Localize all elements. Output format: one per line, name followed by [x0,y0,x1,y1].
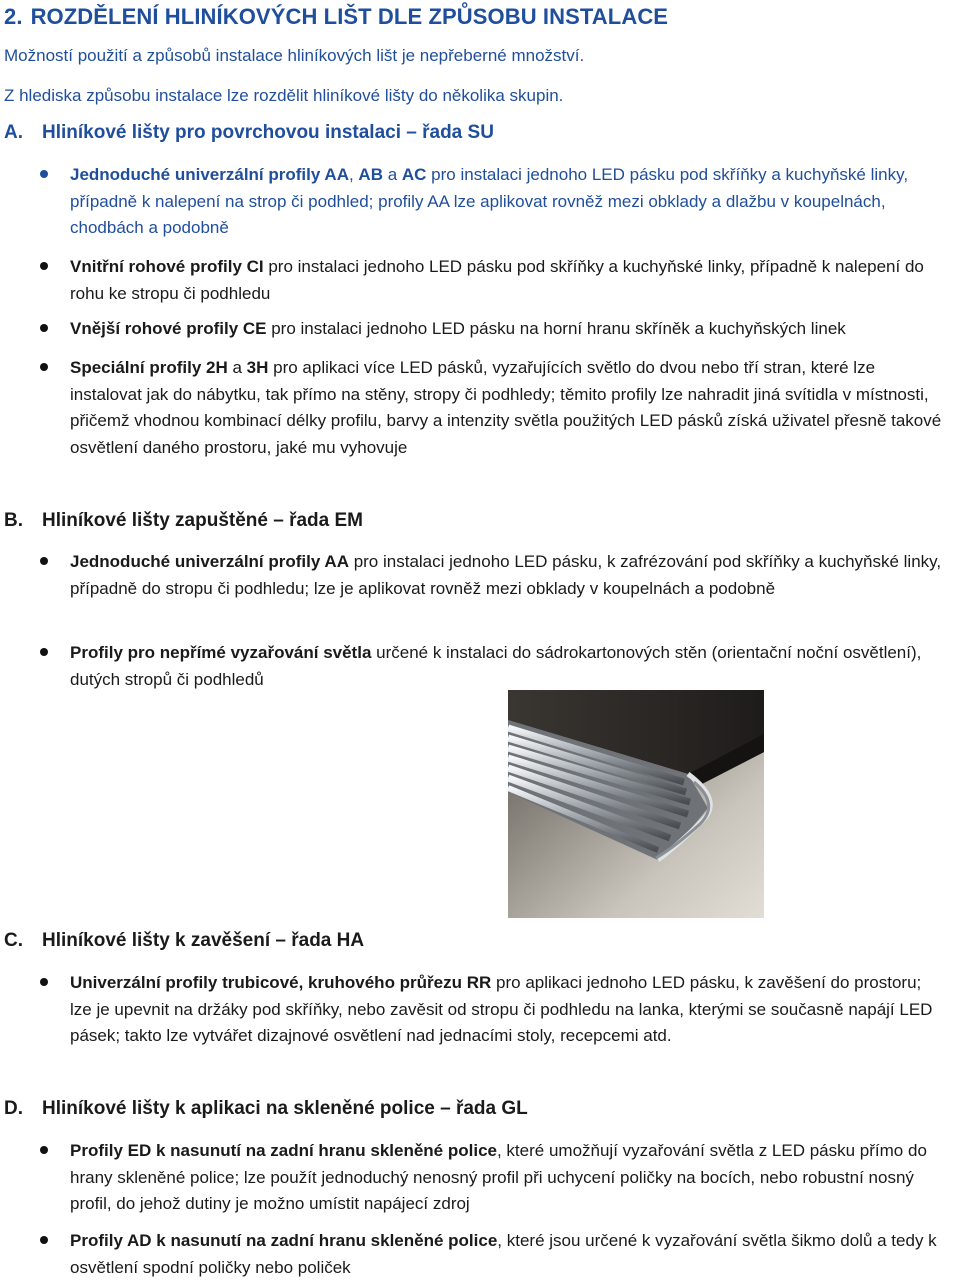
item-text: pro instalaci jednoho LED pásku, k zafrézování pod skříňky a kuchyňské linky, případně do stropu či podhledu; lze je aplikovat rovněž mezi obklady v koupelnách a podobně [70,552,942,598]
item-text: pro aplikaci jednoho LED pásku, k zavěšení do prostoru; lze je upevnit na držáky pod skříňky, nebo zavěsit od stropu či podhledu na lanka, kterými se současně napájí LED pásek; takto lze vytvářet dizajnové osvětlení nad jednacími stoly, recepcemi atd. [70,973,933,1045]
item-bold: Profily ED k nasunutí na zadní hranu skleněné police [70,1141,497,1160]
bullet-icon [40,1146,48,1154]
item-text: a [227,358,247,377]
item-bold: Vnější rohové profily CE [70,319,267,338]
section-d-heading [4,1098,528,1120]
section-a-title: Hliníkové lišty pro povrchovou instalaci – řada SU [42,122,494,143]
list-item [40,316,942,343]
item-text: pro instalaci jednoho LED pásku na horní hranu skříněk a kuchyňských linek [266,319,846,338]
item-text: , [348,165,359,184]
intro-line-1: Možností použití a způsobů instalace hliníkových lišt je nepřeberné množství. [4,46,585,65]
item-bold: Jednoduché univerzální profily AA [70,165,349,184]
item-text: pro instalaci jednoho LED pásku pod skříňky a kuchyňské linky, případně k nalepení na strop či podhled; profily AA lze aplikovat rovněž mezi obklady a dlažbu v koupelnách, chodbách a podobně [70,165,909,237]
heading-title: ROZDĚLENÍ HLINÍKOVÝCH LIŠT DLE ZPŮSOBU INSTALACE [30,4,669,29]
item-bold: Profily AD k nasunutí na zadní hranu skleněné police [70,1231,498,1250]
heading-number: 2. [4,4,23,29]
bullet-icon [40,170,48,178]
section-d-letter: D. [4,1098,23,1119]
bullet-icon [40,648,48,656]
item-text: a [382,165,402,184]
section-a-heading [4,122,494,144]
section-d-title: Hliníkové lišty k aplikaci na skleněné police – řada GL [42,1098,528,1119]
bullet-icon [40,262,48,270]
item-text: určené k instalaci do sádrokartonových stěn (orientační noční osvětlení), dutých stropů či podhledů [70,643,922,689]
profile-photo [508,690,764,918]
bullet-icon [40,363,48,371]
list-item [40,1138,942,1218]
list-item [40,549,942,602]
section-b-letter: B. [4,510,23,531]
aluminium-profile-image [508,690,764,918]
item-text: , které umožňují vyzařování světla z LED pásku přímo do hrany skleněné police; lze použít jednoduchý nenosný profil při uchycení poličky na bocích, nebo robustní nosný profil, do jehož dutiny je možno umístit napájecí zdroj [70,1141,927,1213]
bullet-icon [40,324,48,332]
item-bold: Speciální profily 2H [70,358,228,377]
section-a-letter: A. [4,122,23,143]
item-bold: Profily pro nepřímé vyzařování světla [70,643,372,662]
list-item [40,970,942,1050]
section-b-title: Hliníkové lišty zapuštěné – řada EM [42,510,363,531]
item-bold: Vnitřní rohové profily CI [70,257,264,276]
item-text: pro aplikaci více LED pásků, vyzařujících světlo do dvou nebo tří stran, které lze instalovat jak do nábytku, tak přímo na stěny, stropy či podhledy; těmito profily lze nahradit jiná svítidla v místnosti, přičemž vhodnou kombinací délky profilu, barvy a intenzity světla použitých LED pásků získá uživatel přesně takové osvětlení daného prostoru, jaké mu vyhovuje [70,358,942,457]
section-c-letter: C. [4,930,23,951]
bullet-icon [40,557,48,565]
section-b-heading [4,510,363,532]
list-item [40,640,942,693]
item-bold: Univerzální profily trubicové, kruhového průřezu RR [70,973,492,992]
list-item [40,162,942,242]
section-c-heading [4,930,364,952]
item-bold: Jednoduché univerzální profily AA [70,552,349,571]
list-item [40,355,942,461]
item-bold: AC [401,165,427,184]
item-text: , které jsou určené k vyzařování světla šikmo dolů a tedy k osvětlení spodní poličky nebo poliček [70,1231,937,1277]
bullet-icon [40,1236,48,1244]
section-c-title: Hliníkové lišty k zavěšení – řada HA [42,930,365,951]
bullet-icon [40,978,48,986]
intro-line-2: Z hlediska způsobu instalace lze rozdělit hliníkové lišty do několika skupin. [4,86,564,105]
list-item [40,254,942,307]
item-text: pro instalaci jednoho LED pásku pod skříňky a kuchyňské linky, případně k nalepení do rohu ke stropu či podhledu [70,257,924,303]
list-item [40,1228,942,1281]
item-bold: AB [358,165,383,184]
item-bold: 3H [246,358,269,377]
page-heading [4,4,668,30]
